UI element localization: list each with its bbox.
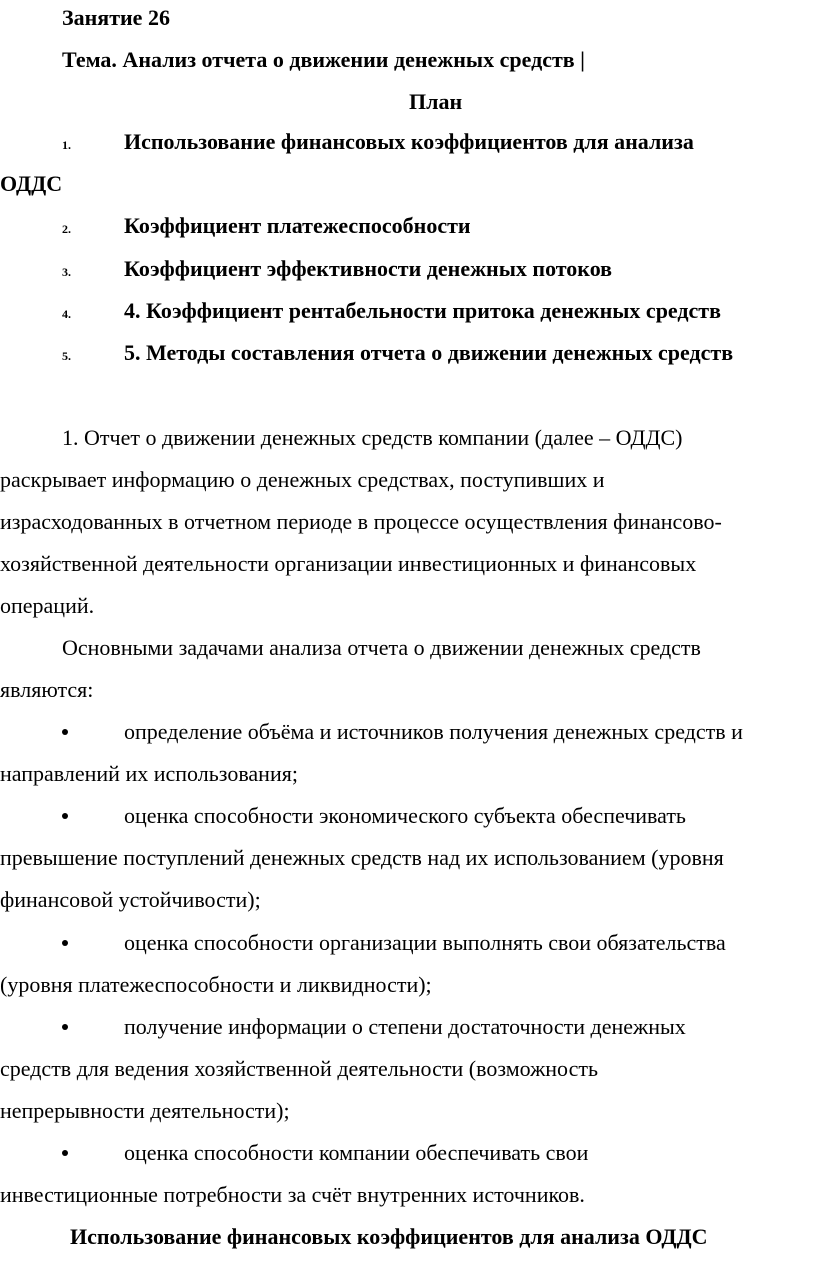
bullet-5-line-2: инвестиционные потребности за счёт внутренних источников.	[0, 1182, 585, 1207]
bullet-icon	[62, 813, 68, 819]
paragraph-1-line-5: операций.	[0, 593, 95, 618]
plan-number-5: 5.	[62, 349, 71, 363]
bullet-icon	[62, 940, 68, 946]
bullet-3-line-1: оценка способности организации выполнять свои обязательства	[124, 930, 726, 955]
plan-number-2: 2.	[62, 222, 71, 236]
plan-number-1: 1.	[62, 138, 71, 152]
bullet-icon	[62, 1150, 68, 1156]
bullet-icon	[62, 1024, 68, 1030]
bullet-1-line-2: направлений их использования;	[0, 761, 298, 786]
plan-item-5: 5. Методы составления отчета о движении денежных средств	[124, 340, 734, 365]
bullet-4-line-1: получение информации о степени достаточности денежных	[124, 1014, 686, 1039]
bullet-4-line-3: непрерывности деятельности);	[0, 1098, 290, 1123]
plan-item-1-continued: ОДДС	[0, 171, 63, 196]
plan-item-2: Коэффициент платежеспособности	[124, 213, 471, 238]
plan-number-4: 4.	[62, 307, 71, 321]
paragraph-2-line-1: Основными задачами анализа отчета о движении денежных средств	[62, 635, 701, 660]
paragraph-1-line-4: хозяйственной деятельности организации инвестиционных и финансовых	[0, 551, 697, 576]
plan-item-1: Использование финансовых коэффициентов для анализа	[124, 129, 694, 154]
bullet-3-line-2: (уровня платежеспособности и ликвидности);	[0, 972, 432, 997]
bullet-2-line-2: превышение поступлений денежных средств над их использованием (уровня	[0, 845, 724, 870]
plan-item-3: Коэффициент эффективности денежных потоков	[124, 256, 613, 281]
plan-item-4: 4. Коэффициент рентабельности притока денежных средств	[124, 298, 721, 323]
bullet-icon	[62, 729, 68, 735]
paragraph-1-line-2: раскрывает информацию о денежных средствах, поступивших и	[0, 467, 605, 492]
bullet-5-line-1: оценка способности компании обеспечивать свои	[124, 1140, 589, 1165]
bullet-1-line-1: определение объёма и источников получения денежных средств и	[124, 719, 743, 744]
paragraph-2-line-2: являются:	[0, 677, 94, 702]
bullet-2-line-1: оценка способности экономического субъекта обеспечивать	[124, 803, 686, 828]
plan-number-3: 3.	[62, 265, 71, 279]
section-heading: Использование финансовых коэффициентов для анализа ОДДС	[70, 1224, 708, 1249]
bullet-2-line-3: финансовой устойчивости);	[0, 887, 261, 912]
paragraph-1-line-3: израсходованных в отчетном периоде в процессе осуществления финансово-	[0, 509, 722, 534]
lesson-topic: Тема. Анализ отчета о движении денежных средств |	[62, 47, 585, 72]
paragraph-1-line-1: 1. Отчет о движении денежных средств компании (далее – ОДДС)	[62, 425, 683, 450]
bullet-4-line-2: средств для ведения хозяйственной деятельности (возможность	[0, 1056, 599, 1081]
lesson-number: Занятие 26	[62, 5, 170, 30]
plan-title: План	[409, 89, 463, 114]
